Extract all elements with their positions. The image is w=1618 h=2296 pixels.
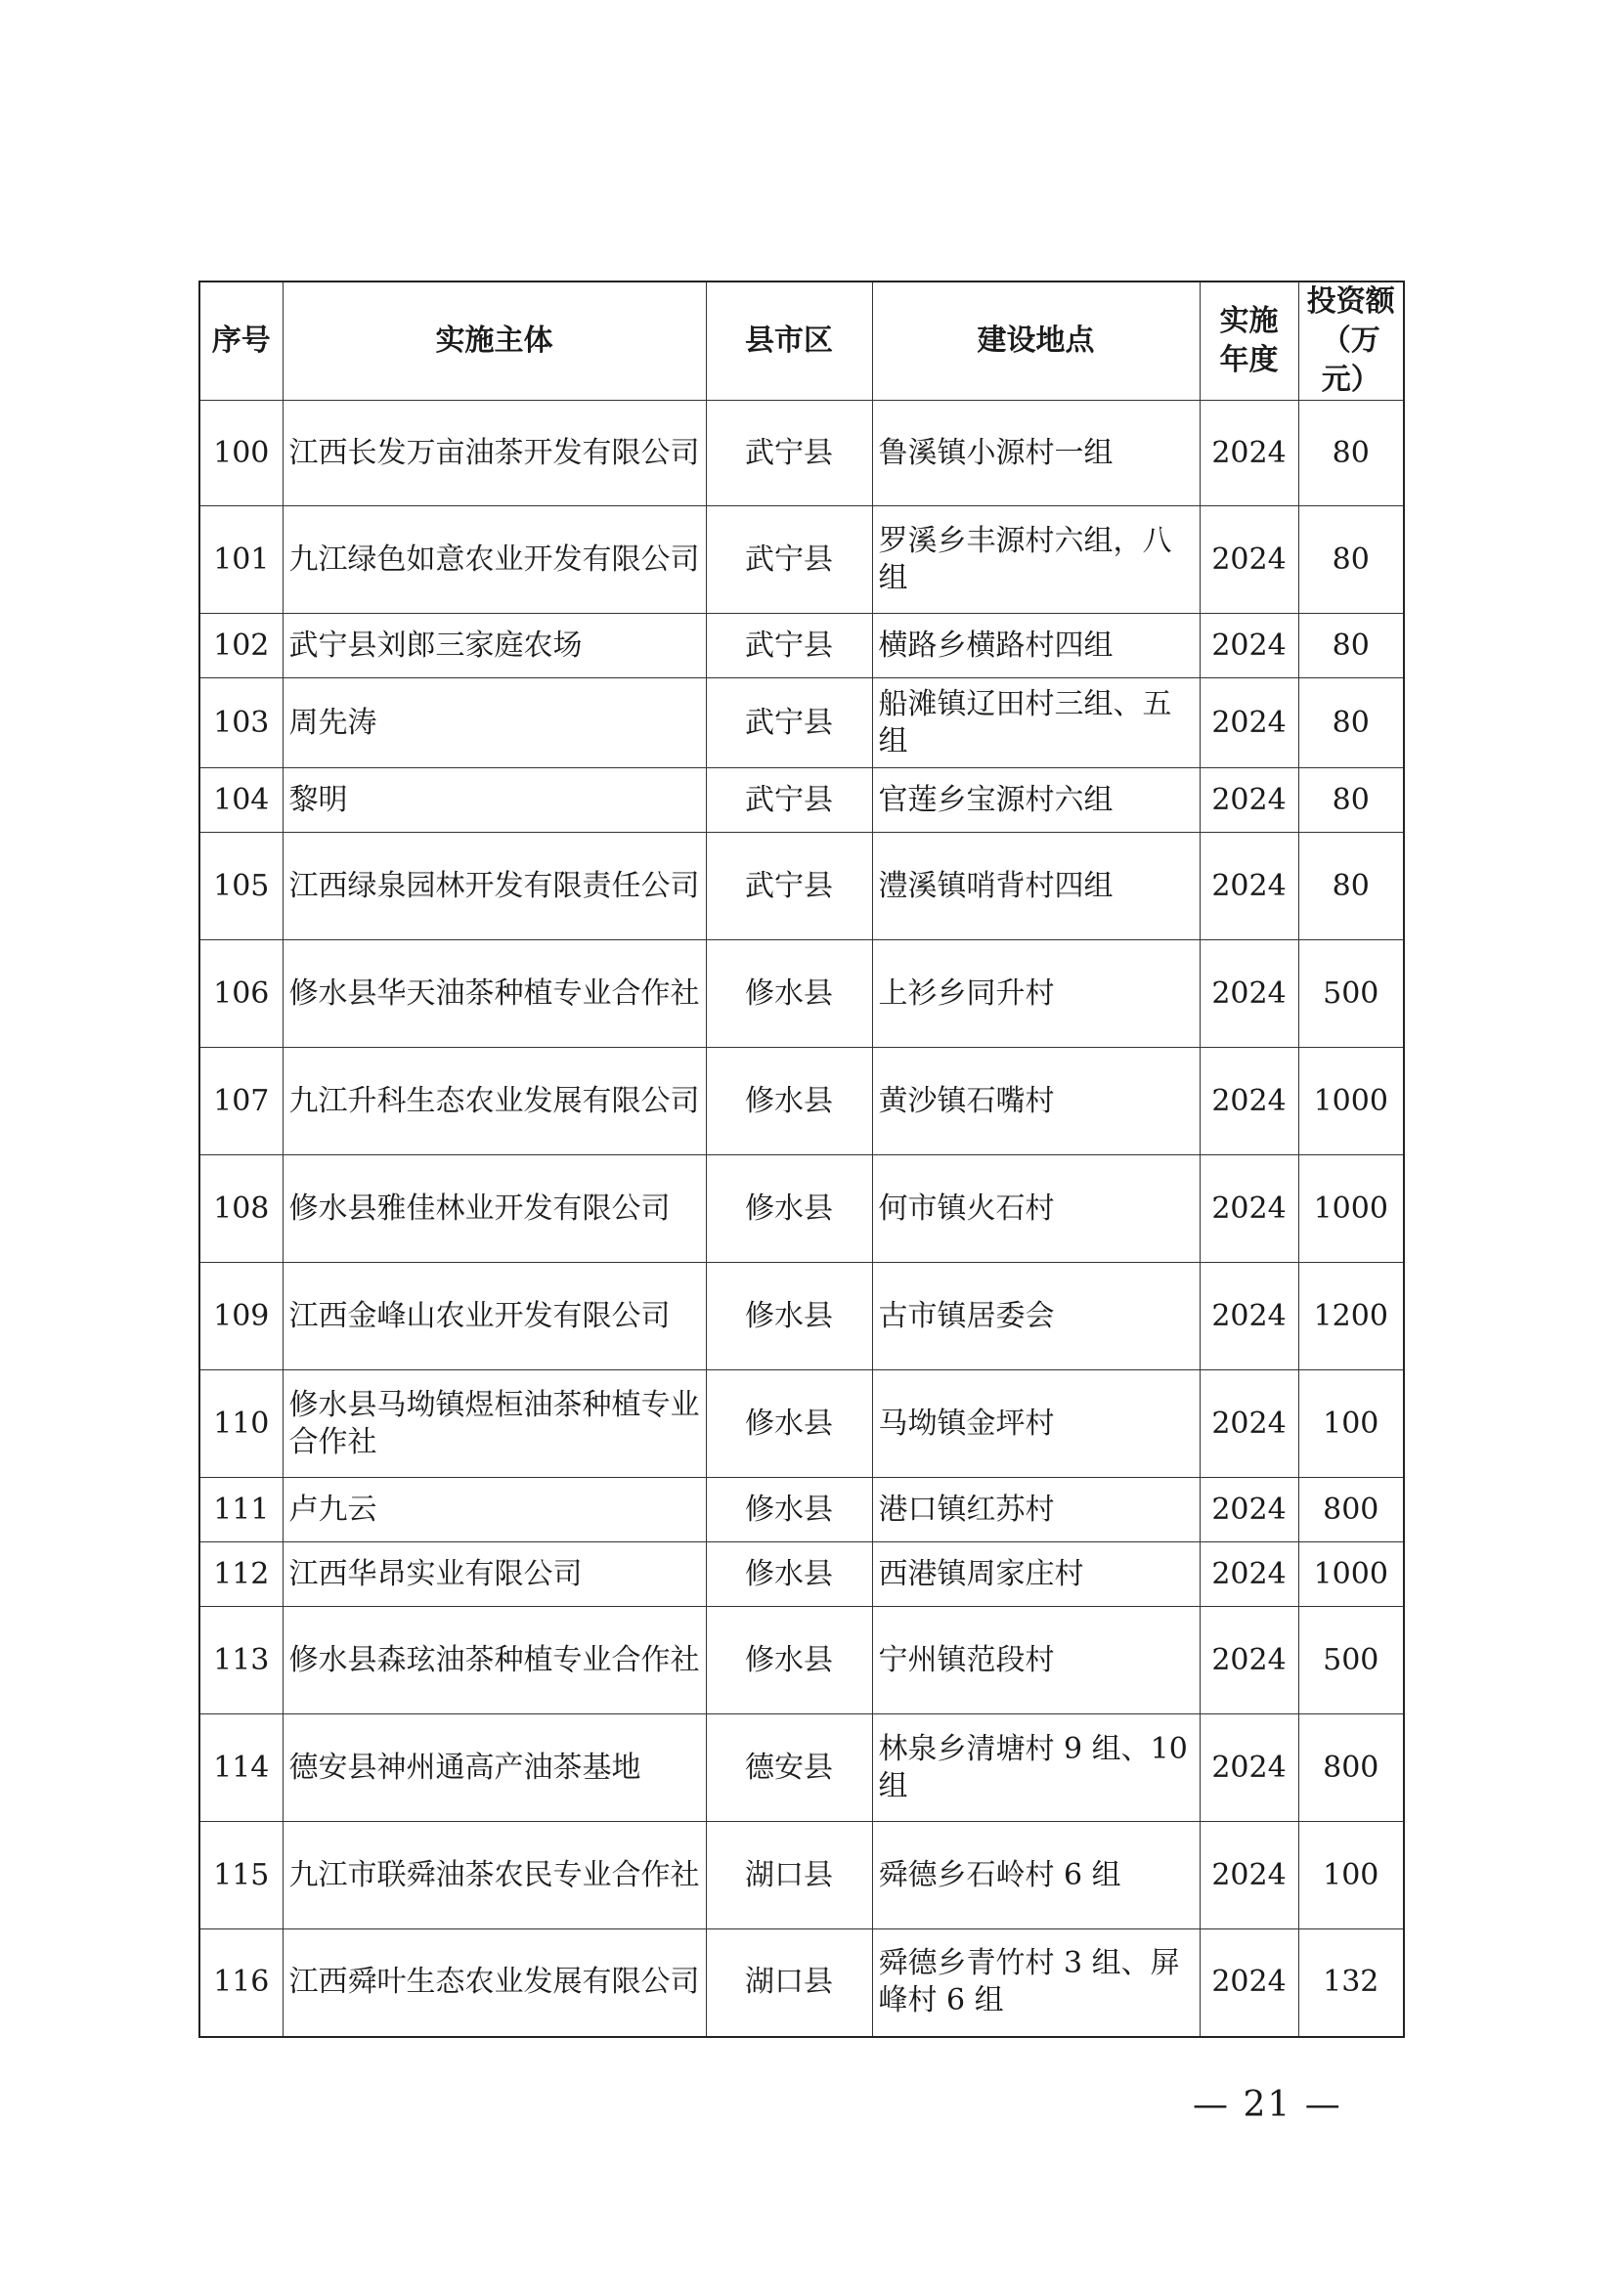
cell-county: 修水县 [706,1478,872,1542]
header-investment [1298,282,1404,401]
cell-investment: 1000 [1298,1155,1404,1263]
cell-location: 港口镇红苏村 [872,1478,1200,1542]
cell-year: 2024 [1200,768,1298,833]
header-year-line1: 实施 [1219,304,1279,338]
cell-seq: 109 [199,1263,283,1370]
cell-location: 舜德乡青竹村 3 组、屏峰村 6 组 [872,1929,1200,2037]
cell-location: 罗溪乡丰源村六组，八组 [872,506,1200,614]
cell-seq: 110 [199,1370,283,1478]
cell-seq: 108 [199,1155,283,1263]
cell-county: 修水县 [706,1370,872,1478]
table-row [199,1542,1404,1607]
cell-year: 2024 [1200,940,1298,1048]
table-row [199,1929,1404,2037]
cell-seq: 105 [199,833,283,940]
cell-year: 2024 [1200,678,1298,768]
cell-location: 林泉乡清塘村 9 组、10 组 [872,1714,1200,1822]
table-row [199,506,1404,614]
table-row [199,1822,1404,1929]
header-investment-line1: 投资额 [1306,284,1395,319]
cell-entity: 修水县马坳镇煜桓油茶种植专业合作社 [283,1370,706,1478]
cell-location: 澧溪镇哨背村四组 [872,833,1200,940]
cell-location: 鲁溪镇小源村一组 [872,401,1200,506]
cell-investment: 80 [1298,614,1404,678]
cell-location: 横路乡横路村四组 [872,614,1200,678]
cell-investment: 500 [1298,1607,1404,1714]
cell-seq: 112 [199,1542,283,1607]
cell-county: 修水县 [706,1263,872,1370]
table-row [199,1048,1404,1155]
cell-investment: 500 [1298,940,1404,1048]
cell-investment: 800 [1298,1714,1404,1822]
cell-entity: 卢九云 [283,1478,706,1542]
cell-entity: 武宁县刘郎三家庭农场 [283,614,706,678]
cell-investment: 80 [1298,833,1404,940]
cell-year: 2024 [1200,1048,1298,1155]
cell-entity: 修水县雅佳林业开发有限公司 [283,1155,706,1263]
cell-investment: 800 [1298,1478,1404,1542]
cell-entity: 修水县华天油茶种植专业合作社 [283,940,706,1048]
cell-seq: 104 [199,768,283,833]
header-seq: 序号 [199,282,283,401]
cell-location: 舜德乡石岭村 6 组 [872,1822,1200,1929]
cell-year: 2024 [1200,1370,1298,1478]
cell-county: 德安县 [706,1714,872,1822]
cell-entity: 德安县神州通高产油茶基地 [283,1714,706,1822]
cell-investment: 100 [1298,1370,1404,1478]
cell-year: 2024 [1200,1607,1298,1714]
table-row [199,833,1404,940]
table-row [199,1263,1404,1370]
cell-entity: 九江升科生态农业发展有限公司 [283,1048,706,1155]
cell-investment: 80 [1298,401,1404,506]
cell-seq: 111 [199,1478,283,1542]
cell-year: 2024 [1200,1929,1298,2037]
cell-county: 湖口县 [706,1929,872,2037]
header-investment-line2: （万元） [1321,324,1380,397]
table-row [199,401,1404,506]
table-row [199,1607,1404,1714]
page-number: — 21 — [1193,2085,1342,2125]
header-year-line2: 年度 [1219,343,1279,377]
cell-year: 2024 [1200,1822,1298,1929]
table-row [199,1370,1404,1478]
header-year [1200,282,1298,401]
cell-investment: 132 [1298,1929,1404,2037]
cell-location: 黄沙镇石嘴村 [872,1048,1200,1155]
table-row [199,1155,1404,1263]
cell-seq: 103 [199,678,283,768]
cell-year: 2024 [1200,1155,1298,1263]
table-row [199,768,1404,833]
cell-seq: 101 [199,506,283,614]
table-row [199,678,1404,768]
cell-seq: 116 [199,1929,283,2037]
cell-entity: 江西金峰山农业开发有限公司 [283,1263,706,1370]
cell-entity: 黎明 [283,768,706,833]
cell-seq: 106 [199,940,283,1048]
cell-location: 宁州镇范段村 [872,1607,1200,1714]
cell-county: 修水县 [706,1155,872,1263]
cell-investment: 1000 [1298,1542,1404,1607]
cell-seq: 107 [199,1048,283,1155]
cell-entity: 江西长发万亩油茶开发有限公司 [283,401,706,506]
table-row [199,1714,1404,1822]
cell-entity: 江西舜叶生态农业发展有限公司 [283,1929,706,2037]
cell-year: 2024 [1200,401,1298,506]
cell-location: 何市镇火石村 [872,1155,1200,1263]
cell-county: 武宁县 [706,401,872,506]
cell-county: 修水县 [706,940,872,1048]
cell-county: 武宁县 [706,614,872,678]
cell-county: 修水县 [706,1542,872,1607]
cell-location: 西港镇周家庄村 [872,1542,1200,1607]
cell-year: 2024 [1200,1478,1298,1542]
cell-entity: 九江绿色如意农业开发有限公司 [283,506,706,614]
table-row [199,1478,1404,1542]
cell-location: 官莲乡宝源村六组 [872,768,1200,833]
cell-year: 2024 [1200,1714,1298,1822]
cell-entity: 周先涛 [283,678,706,768]
cell-location: 古市镇居委会 [872,1263,1200,1370]
header-entity: 实施主体 [283,282,706,401]
cell-investment: 80 [1298,768,1404,833]
cell-county: 武宁县 [706,506,872,614]
cell-investment: 1200 [1298,1263,1404,1370]
project-table [198,281,1405,2038]
cell-county: 修水县 [706,1607,872,1714]
table-body [199,401,1404,2037]
cell-county: 武宁县 [706,833,872,940]
cell-seq: 115 [199,1822,283,1929]
cell-year: 2024 [1200,506,1298,614]
cell-location: 船滩镇辽田村三组、五组 [872,678,1200,768]
cell-investment: 100 [1298,1822,1404,1929]
cell-county: 修水县 [706,1048,872,1155]
cell-investment: 80 [1298,678,1404,768]
header-row [199,282,1404,401]
cell-year: 2024 [1200,1542,1298,1607]
cell-seq: 113 [199,1607,283,1714]
cell-location: 马坳镇金坪村 [872,1370,1200,1478]
cell-entity: 九江市联舜油茶农民专业合作社 [283,1822,706,1929]
cell-seq: 100 [199,401,283,506]
cell-entity: 修水县森玹油茶种植专业合作社 [283,1607,706,1714]
header-county: 县市区 [706,282,872,401]
cell-year: 2024 [1200,1263,1298,1370]
cell-entity: 江西绿泉园林开发有限责任公司 [283,833,706,940]
table-row [199,940,1404,1048]
cell-seq: 114 [199,1714,283,1822]
cell-year: 2024 [1200,614,1298,678]
cell-county: 武宁县 [706,678,872,768]
cell-investment: 1000 [1298,1048,1404,1155]
cell-seq: 102 [199,614,283,678]
cell-location: 上衫乡同升村 [872,940,1200,1048]
cell-county: 湖口县 [706,1822,872,1929]
cell-investment: 80 [1298,506,1404,614]
table-row [199,614,1404,678]
cell-year: 2024 [1200,833,1298,940]
cell-entity: 江西华昂实业有限公司 [283,1542,706,1607]
header-location: 建设地点 [872,282,1200,401]
cell-county: 武宁县 [706,768,872,833]
